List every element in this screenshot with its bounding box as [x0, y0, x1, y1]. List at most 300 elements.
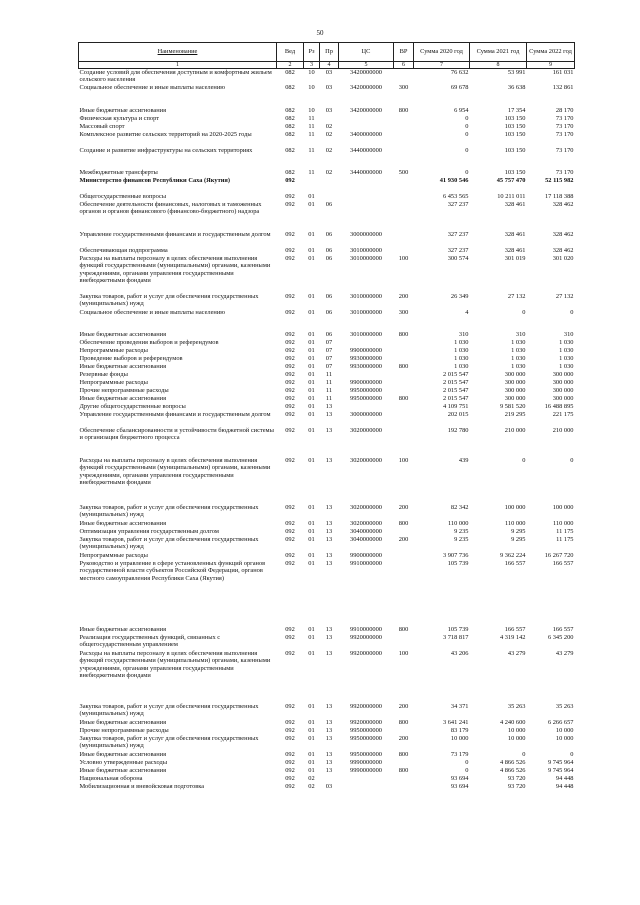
row-sum-2022: 132 861 — [552, 84, 574, 91]
row-rz: 01 — [308, 255, 315, 262]
row-sum-2020: 10 000 — [450, 735, 469, 742]
row-cs — [339, 371, 394, 379]
row-name: Комплексное развитие сельских территорий на 2020-2025 годы — [79, 131, 252, 138]
row-sum-2020: 0 — [465, 147, 469, 154]
row-cs: 9920000000 — [350, 703, 382, 710]
row-sum-2020: 0 — [465, 115, 469, 122]
header-sum-2021: Сумма 2021 год — [470, 43, 527, 62]
row-cs — [339, 123, 394, 131]
row-sum-2022: 310 — [563, 331, 574, 338]
row-ved: 082 — [285, 115, 295, 122]
row-sum-2020: 105 739 — [447, 560, 469, 567]
row-ved: 092 — [285, 735, 295, 742]
row-name: Иные бюджетные ассигнования — [79, 363, 167, 370]
row-sum-2022: 1 030 — [559, 363, 574, 370]
row-cs — [339, 403, 394, 411]
row-ved: 092 — [285, 411, 295, 418]
row-rz: 01 — [308, 201, 315, 208]
row-rz: 10 — [308, 69, 315, 76]
row-sum-2021: 310 — [515, 331, 526, 338]
row-pr: 13 — [325, 560, 333, 567]
row-rz: 11 — [308, 169, 315, 176]
row-sum-2021: 103 150 — [504, 115, 526, 122]
row-name: Иные бюджетные ассигнования — [79, 520, 167, 527]
row-rz: 01 — [308, 751, 315, 758]
row-sum-2020: 0 — [465, 169, 469, 176]
row-ved: 092 — [285, 403, 295, 410]
row-sum-2021: 1 030 — [511, 355, 526, 362]
row-sum-2022: 161 031 — [552, 69, 574, 76]
row-sum-2021: 93 720 — [507, 775, 526, 782]
table-row — [79, 255, 575, 293]
row-pr: 11 — [325, 395, 333, 402]
row-vr: 800 — [398, 626, 409, 633]
row-ved: 092 — [285, 727, 295, 734]
row-cs: 9920000000 — [350, 634, 382, 641]
row-sum-2022: 73 170 — [555, 147, 574, 154]
row-name: Руководство и управление в сфере установленных функций органов государственной власти субъектов Российской Федерации, органов местного самоуправления Республики Саха (Якутия) — [79, 560, 266, 582]
row-ved: 082 — [285, 84, 295, 91]
row-ved: 082 — [285, 107, 295, 114]
row-vr — [394, 775, 414, 783]
row-pr: 13 — [325, 719, 333, 726]
row-ved: 092 — [285, 552, 295, 559]
row-cs: 3440000000 — [350, 169, 382, 176]
row-ved: 092 — [285, 650, 295, 657]
row-name: Непрограммные расходы — [79, 379, 148, 386]
row-name: Резервные фонды — [79, 371, 128, 378]
row-sum-2022: 94 448 — [555, 775, 574, 782]
row-sum-2020: 0 — [465, 759, 469, 766]
row-vr — [394, 371, 414, 379]
row-sum-2022: 0 — [570, 457, 574, 464]
row-sum-2022: 10 000 — [555, 735, 574, 742]
row-name: Социальное обеспечение и иные выплаты населению — [79, 309, 226, 316]
row-sum-2021: 9 581 520 — [499, 403, 526, 410]
row-pr: 13 — [325, 727, 333, 734]
row-cs: 3020000000 — [350, 457, 382, 464]
row-sum-2022: 11 175 — [556, 528, 574, 535]
row-sum-2020: 1 030 — [454, 355, 469, 362]
row-vr — [394, 231, 414, 247]
row-cs — [339, 193, 394, 201]
row-sum-2021: 36 638 — [507, 84, 526, 91]
row-pr: 07 — [325, 355, 333, 362]
row-sum-2021: 1 030 — [511, 347, 526, 354]
row-pr: 13 — [325, 411, 333, 418]
header-name: Наименование — [79, 43, 277, 62]
table-row — [79, 107, 575, 115]
row-ved: 092 — [285, 767, 295, 774]
table-row — [79, 528, 575, 536]
row-vr: 300 — [398, 84, 409, 91]
row-rz: 01 — [308, 634, 315, 641]
row-sum-2022: 73 170 — [555, 169, 574, 176]
row-cs: 9900000000 — [350, 347, 382, 354]
row-ved: 082 — [285, 169, 295, 176]
row-name: Создание условий для обеспечения доступным и комфортным жильем сельского населения — [79, 69, 272, 84]
row-sum-2021: 219 295 — [504, 411, 526, 418]
header-row — [79, 43, 575, 62]
row-vr: 800 — [398, 331, 409, 338]
row-rz: 01 — [308, 528, 315, 535]
row-rz: 10 — [308, 107, 315, 114]
row-sum-2021: 1 030 — [511, 363, 526, 370]
row-ved: 092 — [285, 247, 295, 254]
row-sum-2020: 2 015 547 — [442, 379, 469, 386]
row-cs: 3020000000 — [350, 520, 382, 527]
row-rz: 02 — [308, 783, 315, 790]
row-name: Условно утвержденные расходы — [79, 759, 168, 766]
row-sum-2021: 103 150 — [504, 131, 526, 138]
row-rz: 01 — [308, 309, 315, 316]
row-sum-2021: 300 000 — [504, 395, 526, 402]
row-sum-2021: 300 000 — [504, 379, 526, 386]
column-number: 4 — [320, 62, 339, 69]
row-sum-2020: 110 000 — [447, 520, 469, 527]
row-sum-2022: 100 000 — [552, 504, 574, 511]
row-name: Министерство финансов Республики Саха (Якутия) — [79, 177, 230, 184]
row-sum-2021: 328 461 — [504, 201, 526, 208]
row-sum-2020: 105 739 — [447, 626, 469, 633]
row-ved: 082 — [285, 69, 295, 76]
table-row — [79, 231, 575, 247]
row-vr — [394, 247, 414, 255]
row-vr: 100 — [398, 650, 409, 657]
row-ved: 092 — [285, 193, 295, 200]
row-rz: 01 — [308, 347, 315, 354]
row-pr: 13 — [325, 427, 333, 434]
header-vr: ВР — [394, 43, 414, 62]
table-body — [79, 69, 575, 792]
row-sum-2022: 28 170 — [555, 107, 574, 114]
row-name: Иные бюджетные ассигнования — [79, 751, 167, 758]
row-rz: 01 — [308, 536, 315, 543]
row-cs: 9920000000 — [350, 650, 382, 657]
table-row — [79, 650, 575, 703]
table-row — [79, 247, 575, 255]
row-rz: 01 — [308, 363, 315, 370]
table-row — [79, 536, 575, 552]
row-pr: 13 — [325, 634, 333, 641]
table-row — [79, 775, 575, 783]
row-vr — [394, 783, 414, 791]
row-name: Другие общегосударственные вопросы — [79, 403, 186, 410]
row-vr: 100 — [398, 255, 409, 262]
row-sum-2021: 300 000 — [504, 387, 526, 394]
row-name: Обеспечение проведения выборов и референдумов — [79, 339, 219, 346]
row-name: Закупка товаров, работ и услуг для обеспечения государственных (муниципальных) нужд — [79, 536, 259, 551]
row-sum-2022: 94 448 — [555, 783, 574, 790]
row-vr: 800 — [398, 107, 409, 114]
table-row — [79, 411, 575, 427]
row-ved: 092 — [285, 339, 295, 346]
row-vr — [394, 355, 414, 363]
row-sum-2021: 301 019 — [504, 255, 526, 262]
row-cs: 3020000000 — [350, 504, 382, 511]
row-rz: 01 — [308, 193, 315, 200]
row-pr: 06 — [325, 331, 333, 338]
row-sum-2022: 27 132 — [555, 293, 574, 300]
page-number: 50 — [316, 29, 324, 37]
row-vr: 200 — [398, 703, 409, 710]
table-row — [79, 309, 575, 331]
row-rz: 01 — [308, 552, 315, 559]
row-cs: 3040000000 — [350, 536, 382, 543]
row-name: Прочие непрограммные расходы — [79, 727, 169, 734]
row-sum-2022: 73 170 — [555, 115, 574, 122]
row-sum-2022: 0 — [570, 751, 574, 758]
row-sum-2022: 16 267 720 — [544, 552, 574, 559]
row-pr: 13 — [325, 504, 333, 511]
row-sum-2021: 10 211 011 — [497, 193, 526, 200]
row-rz: 11 — [308, 123, 315, 130]
row-cs: 3420000000 — [350, 107, 382, 114]
table-row — [79, 293, 575, 309]
row-sum-2020: 34 371 — [450, 703, 469, 710]
row-pr: 13 — [325, 650, 333, 657]
row-vr — [394, 528, 414, 536]
row-ved: 092 — [285, 293, 295, 300]
row-sum-2022: 11 175 — [556, 536, 574, 543]
row-sum-2022: 110 000 — [552, 520, 574, 527]
row-vr — [394, 115, 414, 123]
row-ved: 092 — [285, 560, 295, 567]
row-name: Межбюджетные трансферты — [79, 169, 158, 176]
row-pr: 13 — [325, 520, 333, 527]
row-name: Иные бюджетные ассигнования — [79, 767, 167, 774]
column-number: 6 — [394, 62, 414, 69]
row-name: Управление государственными финансами и государственным долгом — [79, 411, 271, 418]
row-cs: 3000000000 — [350, 231, 382, 238]
row-ved: 092 — [285, 634, 295, 641]
row-name: Обеспечивающая подпрограмма — [79, 247, 168, 254]
row-name: Иные бюджетные ассигнования — [79, 331, 167, 338]
row-vr — [394, 193, 414, 201]
row-sum-2021: 45 757 470 — [496, 177, 526, 184]
row-cs — [339, 783, 394, 791]
row-sum-2021: 210 000 — [504, 427, 526, 434]
row-pr: 02 — [325, 123, 333, 130]
row-rz: 01 — [308, 703, 315, 710]
table-row — [79, 759, 575, 767]
table-row — [79, 169, 575, 177]
row-cs: 3010000000 — [350, 309, 382, 316]
header-ved: Вед — [277, 43, 304, 62]
row-sum-2022: 1 030 — [559, 347, 574, 354]
row-sum-2021: 4 319 142 — [499, 634, 526, 641]
row-vr: 800 — [398, 363, 409, 370]
row-name: Обеспечение деятельности финансовых, налоговых и таможенных органов и органов финансового (финансово-бюджетного) надзора — [79, 201, 262, 216]
table-row — [79, 115, 575, 123]
row-name: Расходы на выплаты персоналу в целях обеспечения выполнения функций государственными (муниципальными) органами, казенными учреждениями, органами управления государственными внебюджетными фондами — [79, 255, 271, 284]
row-pr: 13 — [325, 735, 333, 742]
row-sum-2021: 110 000 — [504, 520, 526, 527]
budget-table — [78, 42, 575, 791]
row-vr — [394, 201, 414, 231]
row-sum-2021: 0 — [522, 309, 526, 316]
row-name: Закупка товаров, работ и услуг для обеспечения государственных (муниципальных) нужд — [79, 703, 259, 718]
table-row — [79, 84, 575, 107]
row-name: Иные бюджетные ассигнования — [79, 395, 167, 402]
row-pr: 06 — [325, 201, 333, 208]
row-sum-2022: 328 462 — [552, 201, 574, 208]
row-vr: 800 — [398, 751, 409, 758]
row-ved: 092 — [285, 309, 295, 316]
column-number: 3 — [304, 62, 320, 69]
row-sum-2021: 103 150 — [504, 123, 526, 130]
row-sum-2021: 93 720 — [507, 783, 526, 790]
row-ved: 092 — [285, 759, 295, 766]
row-cs — [339, 339, 394, 347]
row-sum-2022: 300 000 — [552, 395, 574, 402]
row-sum-2021: 43 279 — [507, 650, 526, 657]
row-sum-2020: 4 — [465, 309, 469, 316]
table-row — [79, 123, 575, 131]
row-vr: 500 — [398, 169, 409, 176]
row-sum-2022: 300 000 — [552, 387, 574, 394]
row-rz: 01 — [308, 719, 315, 726]
row-pr: 13 — [325, 457, 333, 464]
row-sum-2021: 9 362 224 — [499, 552, 526, 559]
row-vr: 100 — [398, 457, 409, 464]
row-pr — [320, 775, 339, 783]
row-vr — [394, 634, 414, 650]
row-vr — [394, 387, 414, 395]
table-row — [79, 403, 575, 411]
table-row — [79, 69, 575, 85]
row-sum-2022: 6 345 200 — [547, 634, 574, 641]
row-ved: 092 — [285, 520, 295, 527]
row-rz: 01 — [308, 767, 315, 774]
row-sum-2020: 310 — [458, 331, 469, 338]
row-rz: 01 — [308, 331, 315, 338]
row-pr — [320, 115, 339, 123]
row-sum-2022: 73 170 — [555, 131, 574, 138]
row-vr — [394, 560, 414, 626]
column-number: 5 — [339, 62, 394, 69]
row-ved: 092 — [285, 626, 295, 633]
row-cs: 3020000000 — [350, 427, 382, 434]
row-sum-2021: 10 000 — [507, 727, 526, 734]
row-vr — [394, 123, 414, 131]
row-rz: 01 — [308, 355, 315, 362]
row-sum-2022: 166 557 — [552, 560, 574, 567]
table-row — [79, 395, 575, 403]
row-pr — [320, 177, 339, 193]
row-vr — [394, 131, 414, 147]
row-sum-2021: 328 461 — [504, 231, 526, 238]
row-pr: 06 — [325, 309, 333, 316]
row-name: Расходы на выплаты персоналу в целях обеспечения выполнения функций государственными (муниципальными) органами, казенными учреждениями, органами управления государственными внебюджетными фондами — [79, 650, 271, 679]
row-ved: 092 — [285, 231, 295, 238]
row-pr: 11 — [325, 387, 333, 394]
table-row — [79, 626, 575, 634]
row-name: Непрограммные расходы — [79, 347, 148, 354]
row-sum-2022: 52 115 982 — [545, 177, 574, 184]
table-row — [79, 767, 575, 775]
table-row — [79, 387, 575, 395]
row-cs: 9910000000 — [350, 560, 382, 567]
row-rz: 11 — [308, 131, 315, 138]
row-vr — [394, 411, 414, 427]
row-sum-2021: 9 295 — [511, 528, 526, 535]
header-rz: Рз — [304, 43, 320, 62]
row-sum-2020: 83 179 — [450, 727, 469, 734]
row-cs: 9950000000 — [350, 735, 382, 742]
row-sum-2021: 166 557 — [504, 626, 526, 633]
row-pr: 13 — [325, 626, 333, 633]
row-cs: 9920000000 — [350, 719, 382, 726]
row-ved: 092 — [285, 719, 295, 726]
row-vr — [394, 379, 414, 387]
row-pr: 07 — [325, 339, 333, 346]
row-sum-2021: 53 991 — [507, 69, 526, 76]
row-name: Закупка товаров, работ и услуг для обеспечения государственных (муниципальных) нужд — [79, 293, 259, 308]
row-cs: 3440000000 — [350, 147, 382, 154]
row-ved: 092 — [285, 783, 295, 790]
row-name: Реализация государственных функций, связанных с общегосударственным управлением — [79, 634, 221, 649]
row-cs: 9900000000 — [350, 379, 382, 386]
table-row — [79, 735, 575, 751]
row-sum-2020: 439 — [458, 457, 469, 464]
row-sum-2021: 0 — [522, 751, 526, 758]
row-name: Непрограммные расходы — [79, 552, 148, 559]
row-sum-2021: 10 000 — [507, 735, 526, 742]
row-sum-2022: 43 279 — [555, 650, 574, 657]
row-cs: 9900000000 — [350, 552, 382, 559]
row-vr — [394, 727, 414, 735]
row-sum-2022: 1 030 — [559, 339, 574, 346]
row-sum-2020: 3 641 241 — [442, 719, 469, 726]
row-cs: 3010000000 — [350, 293, 382, 300]
row-ved: 092 — [285, 363, 295, 370]
row-rz: 01 — [308, 727, 315, 734]
row-pr: 03 — [325, 84, 333, 91]
row-pr: 03 — [325, 783, 333, 790]
row-vr — [394, 403, 414, 411]
row-rz: 01 — [308, 427, 315, 434]
row-sum-2022: 300 000 — [552, 379, 574, 386]
row-pr: 13 — [325, 759, 333, 766]
row-rz: 01 — [308, 387, 315, 394]
row-cs: 3010000000 — [350, 247, 382, 254]
row-ved: 092 — [285, 536, 295, 543]
row-rz — [304, 177, 320, 193]
row-vr: 200 — [398, 504, 409, 511]
table-row — [79, 147, 575, 169]
row-ved: 092 — [285, 255, 295, 262]
row-cs — [339, 201, 394, 231]
row-sum-2021: 4 866 526 — [499, 767, 526, 774]
row-cs: 9930000000 — [350, 355, 382, 362]
row-sum-2020: 0 — [465, 123, 469, 130]
row-name: Физическая культура и спорт — [79, 115, 160, 122]
row-sum-2020: 0 — [465, 767, 469, 774]
row-rz: 10 — [308, 84, 315, 91]
row-name: Управление государственными финансами и государственным долгом — [79, 231, 271, 238]
row-vr: 200 — [398, 536, 409, 543]
row-vr: 300 — [398, 309, 409, 316]
table-row — [79, 371, 575, 379]
table-row — [79, 783, 575, 791]
row-sum-2020: 76 632 — [450, 69, 469, 76]
table-row — [79, 427, 575, 457]
row-rz: 01 — [308, 247, 315, 254]
row-sum-2022: 17 118 388 — [544, 193, 574, 200]
row-vr — [394, 177, 414, 193]
row-name: Обеспечение сбалансированности и устойчивости бюджетной системы и организация бюджетного процесса — [79, 427, 274, 442]
